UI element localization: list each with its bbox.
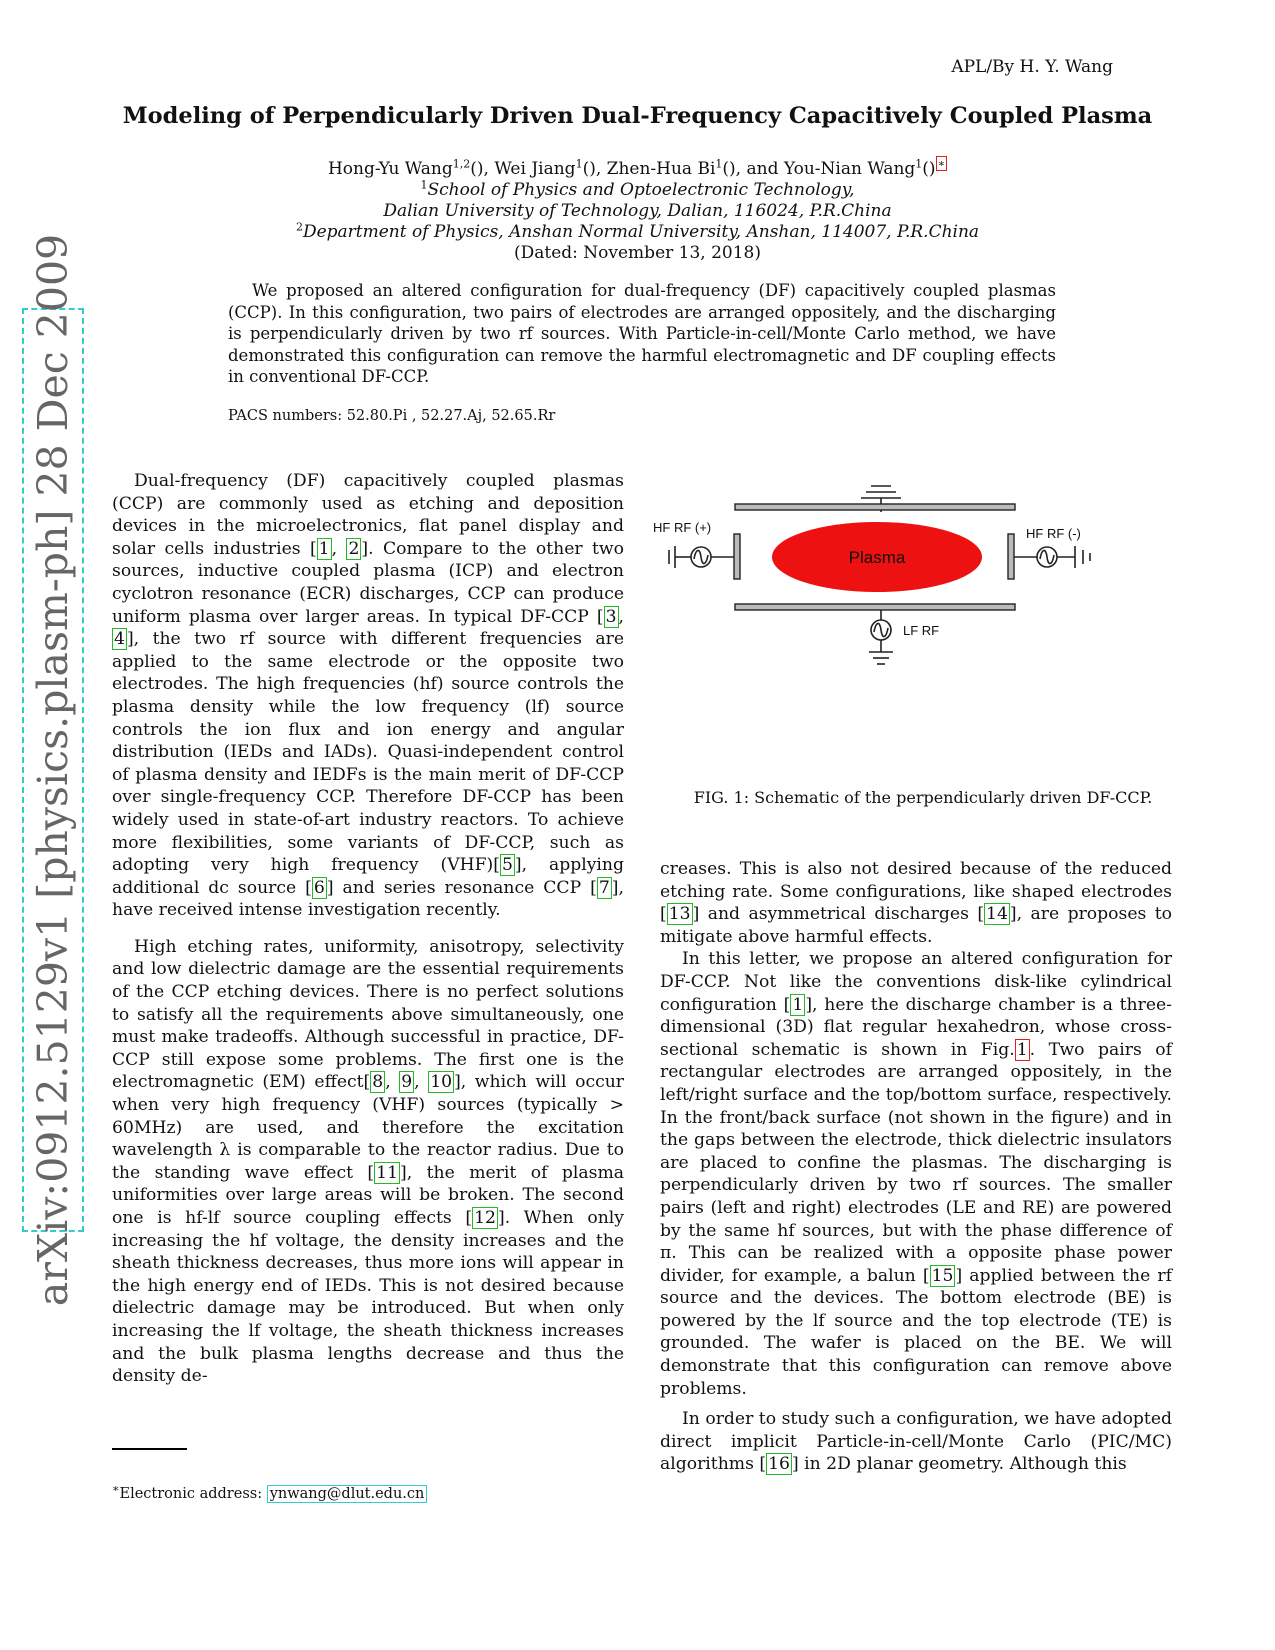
author-superscript: 1 (715, 157, 723, 171)
citation-link[interactable]: 10 (430, 1072, 453, 1093)
text-run: and asymmetrical discharges (699, 904, 978, 925)
text-run: . When only increasing the hf voltage, the density increases and the sheath thickness decreases, thus more ions will appear in the high energy end of IEDs. This is not desired because dielectric damage may be introduced. But when only increasing the lf voltage, the sheath thickness increases and the bulk plasma lengths decrease and thus the density de- (112, 1208, 624, 1387)
text-run: and series resonance CCP (333, 877, 591, 898)
affiliation-text: Department of Physics, Anshan Normal University, Anshan, 114007, P.R.China (302, 222, 980, 242)
paragraph: High etching rates, uniformity, anisotropy, selectivity and low dielectric damage are the essential requirements of the CCP etching devices. There is no perfect solutions to satisfy all the requirements above simultaneously, one must make tradeoffs. Although successful in practice, DF-CCP still expose some problems. The first one is the electromagnetic (EM) effect[ 8 , 9 , 10 ], which will occur when very high frequency (VHF) sources (typically > 60MHz) are used, and therefore the excitation wavelength λ is comparable to the reactor radius. Due to the standing wave effect [ 11 ], the merit of plasma uniformities over large areas will be broken. The second one is hf-lf source coupling effects [ 12 ]. When only increasing the hf voltage, the density increases and the sheath thickness decreases, thus more ions will appear in the high energy end of IEDs. This is not desired because dielectric damage may be introduced. But when only increasing the lf voltage, the sheath thickness increases and the bulk plasma lengths decrease and thus the density de- (112, 936, 624, 1387)
author-parens: () (722, 159, 736, 179)
affiliation-text: School of Physics and Optoelectronic Technology, (427, 180, 855, 200)
abstract: We proposed an altered configuration for dual-frequency (DF) capacitively coupled plasmas (CCP). In this configuration, two pairs of electrodes are arranged oppositely, and the discharging is perpendicularly driven by two rf sources. With Particle-in-cell/Monte Carlo method, we have demonstrated this configuration can remove the harmful electromagnetic and DF coupling effects in conventional DF-CCP. (228, 281, 1056, 386)
text-run: In this letter, we propose an altered configuration for DF-CCP. Not like the conventions disk-like cylindrical configuration (660, 949, 1172, 1015)
author-block (0, 159, 1275, 264)
sine-wave-icon (694, 550, 708, 563)
citation-link[interactable]: 14 (986, 904, 1008, 925)
text-run: , here the discharge chamber is a three-dimensional (3D) flat regular hexahedron, whose cross-sectional schematic is shown in Fig. (660, 994, 1172, 1060)
author-superscript: 1 (575, 157, 583, 171)
text-run: High etching rates, uniformity, anisotropy, selectivity and low dielectric damage are the essential requirements of the CCP etching devices. There is no perfect solutions to satisfy all the requirements above simultaneously, one must make tradeoffs. Although successful in practice, DF-CCP still expose some problems. The first one is the electromagnetic (EM) effect (112, 936, 624, 1093)
citation-link[interactable]: 5 (501, 855, 513, 876)
author-name: You-Nian Wang (783, 159, 916, 179)
arxiv-id: arXiv:0912.5129v1 [physics.plasm-ph] 28 Dec 2009 (29, 233, 77, 1307)
pacs-numbers: PACS numbers: 52.80.Pi , 52.27.Aj, 52.65.Rr (228, 408, 556, 424)
text-run: Dual-frequency (DF) capacitively coupled plasmas (CCP) are commonly used as etching and deposition devices in the microelectronics, flat panel display and solar cells industries (112, 471, 624, 559)
text-run: creases. This is also not desired because of the reduced etching rate. Some configurations, like shaped electrodes (660, 859, 1172, 902)
affiliation-superscript: 2 (295, 220, 303, 234)
author-name: Hong-Yu Wang (327, 159, 453, 179)
affiliation-1-line2: Dalian University of Technology, Dalian, 116024, P.R.China (383, 201, 892, 221)
right-electrode (1008, 534, 1014, 579)
plasma-label: Plasma (848, 548, 906, 567)
citation-link[interactable]: 8 (372, 1072, 384, 1093)
author-name: Zhen-Hua Bi (606, 159, 716, 179)
citation-link[interactable]: 13 (668, 904, 691, 925)
citation-link[interactable]: 6 (313, 877, 325, 898)
citation-link[interactable]: 2 (348, 538, 360, 559)
text-run: , (385, 1072, 400, 1093)
citation-link[interactable]: 12 (474, 1208, 496, 1228)
text-run: in 2D planar geometry. Although this (798, 1454, 1127, 1475)
paragraph: creases. This is also not desired because of the reduced etching rate. Some configurations, like shaped electrodes [ 13 ] and asymmetrical discharges [ 14 ], are proposes to mitigate above harmful effects. (660, 859, 1172, 947)
text-run: , (618, 606, 624, 627)
citation-link[interactable]: 16 (768, 1454, 790, 1475)
text-run: , the merit of plasma uniformities over large areas will be broken. The second one is hf-lf source coupling effects (112, 1162, 624, 1228)
paragraph: In order to study such a configuration, we have adopted direct implicit Particle-in-cell/Monte Carlo (PIC/MC) algorithms [ 16 ] in 2D planar geometry. Although this (660, 1409, 1172, 1475)
left-column (112, 470, 624, 1388)
author-separator: , (595, 159, 607, 179)
email-link[interactable]: ynwang@dlut.edu.cn (267, 1485, 428, 1503)
hf-plus-label: HF RF (+) (653, 520, 712, 535)
footnote-rule (112, 1448, 187, 1450)
text-run: , which will occur when very high frequency (VHF) sources (typically > 60MHz) are used, and therefore the excitation wavelength λ is comparable to the reactor radius. Due to the standing wave effect (112, 1072, 624, 1183)
citation-link[interactable]: 7 (598, 877, 610, 898)
paper-title: Modeling of Perpendicularly Driven Dual-Frequency Capacitively Coupled Plasma (122, 103, 1153, 129)
text-run: applied between the rf source and the devices. The bottom electrode (BE) is powered by the lf source and the top electrode (TE) is grounded. The wafer is placed on the BE. We will demonstrate that this configuration can remove above problems. (660, 1265, 1172, 1399)
paragraph: In this letter, we propose an altered configuration for DF-CCP. Not like the conventions disk-like cylindrical configuration [ 1 ], here the discharge chamber is a three-dimensional (3D) flat regular hexahedron, whose cross-sectional schematic is shown in Fig. 1 . Two pairs of rectangular electrodes are arranged oppositely, in the left/right surface and the top/bottom surface, respectively. In the front/back surface (not shown in the figure) and in the gaps between the electrode, thick dielectric insulators are placed to confine the plasmas. The discharging is perpendicularly driven by two rf sources. The smaller pairs (left and right) electrodes (LE and RE) are powered by the same hf sources, but with the phase difference of π. This can be realized with a opposite phase power divider, for example, a balun [ 15 ] applied between the rf source and the devices. The bottom electrode (BE) is powered by the lf source and the top electrode (TE) is grounded. The wafer is placed on the BE. We will demonstrate that this configuration can remove above problems. (660, 949, 1172, 1399)
text-run: , (414, 1072, 429, 1093)
text-run: , applying additional dc source (112, 855, 624, 898)
left-electrode (734, 534, 740, 579)
figure-1-schematic (653, 486, 1175, 706)
author-line (0, 159, 1275, 180)
dated-line: (Dated: November 13, 2018) (513, 243, 761, 263)
footnote (112, 1482, 427, 1502)
author-superscript: 1 (915, 157, 923, 171)
footnote-label: Electronic address: (119, 1486, 267, 1502)
author-parens: () (470, 159, 484, 179)
sine-wave-icon (1040, 550, 1054, 563)
text-run: , the two rf source with different frequencies are applied to the same electrode or the opposite two electrodes. The high frequencies (hf) source controls the plasma density while the low frequency (lf) source controls the ion flux and ion energy and angular distribution (IEDs and IADs). Quasi-independent control of plasma density and IEDFs is the main merit of DF-CCP over single-frequency CCP. Therefore DF-CCP has been widely used in state-of-art industry reactors. To achieve more flexibilities, some variants of DF-CCP, such as adopting very high frequency (VHF) (112, 629, 624, 876)
arxiv-sidebar-link[interactable] (22, 233, 84, 1307)
author-parens: () (922, 159, 936, 179)
text-run: . Compare to the other two sources, inductive coupled plasma (ICP) and electron cyclotron resonance (ECR) discharges, CCP can produce uniform plasma over larger areas. In typical DF-CCP (112, 538, 624, 627)
figure-reference-link[interactable]: 1 (1016, 1039, 1028, 1060)
footnote-star: ∗ (112, 1482, 120, 1496)
text-run: , are proposes to mitigate above harmful effects. (660, 904, 1172, 947)
schematic-svg (653, 486, 1175, 706)
citation-link[interactable]: 9 (401, 1072, 413, 1093)
citation-link[interactable]: 1 (792, 994, 804, 1015)
citation-link[interactable]: 11 (376, 1162, 399, 1183)
bottom-electrode (735, 604, 1015, 610)
running-head: APL/By H. Y. Wang (951, 57, 1113, 77)
citation-link[interactable]: 15 (931, 1265, 954, 1286)
affiliation-1-line1 (0, 180, 1275, 201)
top-electrode (735, 504, 1015, 510)
author-separator: , and (735, 159, 784, 179)
text-run: . Two pairs of rectangular electrodes are arranged oppositely, in the left/right surface and the top/bottom surface, respectively. In the front/back surface (not shown in the figure) and in the gaps between the electrode, thick dielectric insulators are placed to confine the plasmas. The discharging is perpendicularly driven by two rf sources. The smaller pairs (left and right) electrodes (LE and RE) are powered by the same hf sources, but with the phase difference of π. This can be realized with a opposite phase power divider, for example, a balun (660, 1039, 1172, 1286)
right-column (660, 858, 1172, 1476)
sine-wave-icon (874, 623, 888, 636)
lf-label: LF RF (903, 623, 940, 638)
text-run: In order to study such a configuration, we have adopted direct implicit Particle-in-cell/Monte Carlo (PIC/MC) algorithms (660, 1409, 1172, 1475)
paragraph: Dual-frequency (DF) capacitively coupled plasmas (CCP) are commonly used as etching and deposition devices in the microelectronics, flat panel display and solar cells industries [ 1 , 2 ]. Compare to the other two sources, inductive coupled plasma (ICP) and electron cyclotron resonance (ECR) discharges, CCP can produce uniform plasma over larger areas. In typical DF-CCP [ 3 , 4 ], the two rf source with different frequencies are applied to the same electrode or the opposite two electrodes. The high frequencies (hf) source controls the plasma density while the low frequency (lf) source controls the ion flux and ion energy and angular distribution (IEDs and IADs). Quasi-independent control of plasma density and IEDFs is the main merit of DF-CCP over single-frequency CCP. Therefore DF-CCP has been widely used in state-of-art industry reactors. To achieve more flexibilities, some variants of DF-CCP, such as adopting very high frequency (VHF)[ 5 ], applying additional dc source [ 6 ] and series resonance CCP [ 7 ], have received intense investigation recently. (112, 471, 624, 921)
affiliation-2 (0, 222, 1275, 243)
text-run: , have received intense investigation recently. (112, 877, 624, 921)
text-run: , (331, 538, 347, 559)
citation-link[interactable]: 3 (605, 606, 617, 627)
author-separator: , (483, 159, 495, 179)
author-superscript: 1,2 (452, 157, 471, 171)
citation-link[interactable]: 4 (114, 629, 125, 650)
author-name: Wei Jiang (494, 159, 576, 179)
citation-link[interactable]: 1 (318, 538, 330, 559)
author-parens: () (582, 159, 596, 179)
figure-caption: FIG. 1: Schematic of the perpendicularly driven DF-CCP. (693, 788, 1153, 807)
hf-minus-label: HF RF (-) (1026, 526, 1081, 541)
corresponding-author-link[interactable]: ∗ (937, 157, 946, 171)
affiliation-superscript: 1 (420, 178, 428, 192)
